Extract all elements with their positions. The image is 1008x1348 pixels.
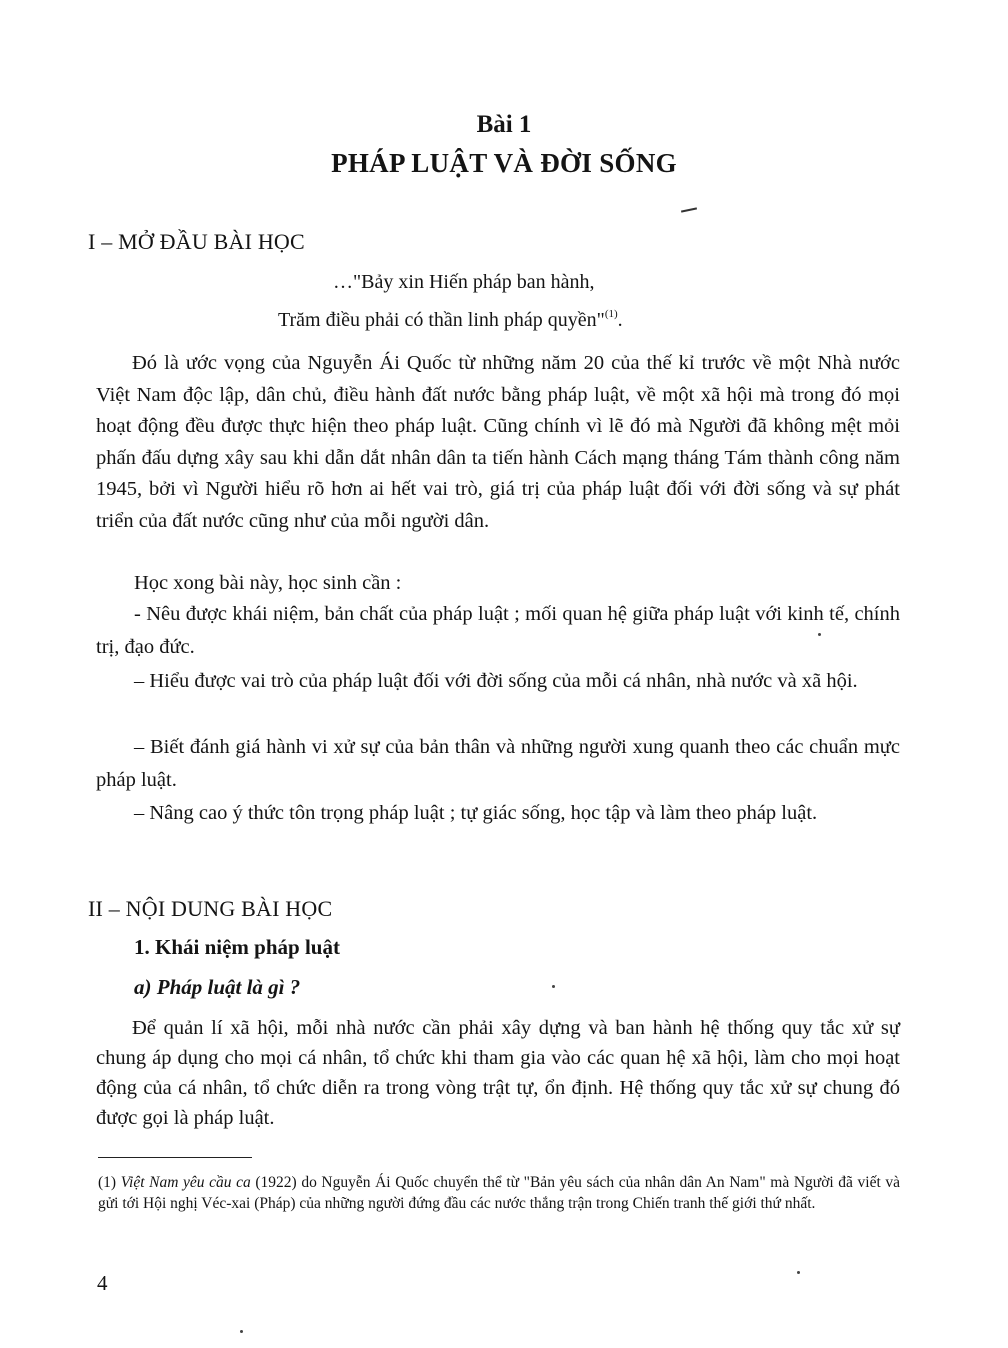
footnote-work-title: Việt Nam yêu cầu ca <box>120 1174 251 1191</box>
scan-dot <box>797 1271 800 1274</box>
lesson-title: PHÁP LUẬT VÀ ĐỜI SỐNG <box>331 148 677 178</box>
poem-line-2-end: . <box>617 309 623 331</box>
scan-dot <box>552 985 555 988</box>
definition-paragraph: Để quản lí xã hội, mỗi nhà nước cần phải xây dựng và ban hành hệ thống quy tắc xử sự chung áp dụng cho mọi cá nhân, tổ chức khi tham gia vào các quan hệ xã hội, làm cho mọi hoạt động của cá nhân, tổ chức diễn ra trong vòng trật tự, ổn định. Hệ thống quy tắc xử sự chung đó được gọi là pháp luật. <box>96 1017 900 1129</box>
objectives-lead: Học xong bài này, học sinh cần : <box>134 572 402 594</box>
page-number: 4 <box>97 1271 108 1295</box>
section-heading-content: II – NỘI DUNG BÀI HỌC <box>88 896 333 921</box>
footnote-reference: (1) <box>604 308 618 320</box>
poem-line-2-text: Trăm điều phải có thần linh pháp quyền" <box>278 309 605 331</box>
scan-speck <box>681 207 697 212</box>
section-heading-intro: I – MỞ ĐẦU BÀI HỌC <box>88 229 305 254</box>
intro-paragraph: Đó là ước vọng của Nguyễn Ái Quốc từ những năm 20 của thế kỉ trước về một Nhà nước Việt Nam độc lập, dân chủ, điều hành đất nước bằng pháp luật, về một xã hội mà trong đó mọi hoạt động đều được thực hiện theo pháp luật. Cũng chính vì lẽ đó mà Người đã không mệt mỏi phấn đấu dựng xây sau khi dẫn dắt nhân dân ta tiến hành Cách mạng tháng Tám thành công năm 1945, bởi vì Người hiểu rõ hơn ai hết vai trò, giá trị của pháp luật đối với đời sống và sự phát triển của đất nước cũng như của mỗi người dân. <box>96 352 900 532</box>
subheading-what-is-law: a) Pháp luật là gì ? <box>134 975 301 999</box>
scan-dot <box>240 1330 243 1333</box>
objective-item: – Nâng cao ý thức tôn trọng pháp luật ; tự giác sống, học tập và làm theo pháp luật. <box>134 802 818 824</box>
footnote <box>98 1172 900 1214</box>
scan-dot <box>818 633 821 636</box>
objective-item: - Nêu được khái niệm, bản chất của pháp luật ; mối quan hệ giữa pháp luật với kinh tế, chính trị, đạo đức. <box>96 603 900 658</box>
poem-line-2 <box>278 298 623 336</box>
footnote-text: (1922) do Nguyễn Ái Quốc chuyển thể từ "Bản yêu sách của nhân dân An Nam" mà Người đã viết và gửi tới Hội nghị Véc-xai (Pháp) của những người đứng đầu các nước thắng trận trong Chiến tranh thế giới thứ nhất. <box>98 1174 901 1212</box>
lesson-number: Bài 1 <box>476 111 532 138</box>
objective-item: – Hiểu được vai trò của pháp luật đối với đời sống của mỗi cá nhân, nhà nước và xã hội. <box>134 670 858 692</box>
objective-item: – Biết đánh giá hành vi xử sự của bản thân và những người xung quanh theo các chuẩn mực pháp luật. <box>96 736 900 791</box>
subheading-concept: 1. Khái niệm pháp luật <box>134 935 340 959</box>
poem-line-1: …"Bảy xin Hiến pháp ban hành, <box>333 271 595 293</box>
footnote-divider <box>98 1157 252 1158</box>
footnote-marker: (1) <box>98 1174 117 1191</box>
